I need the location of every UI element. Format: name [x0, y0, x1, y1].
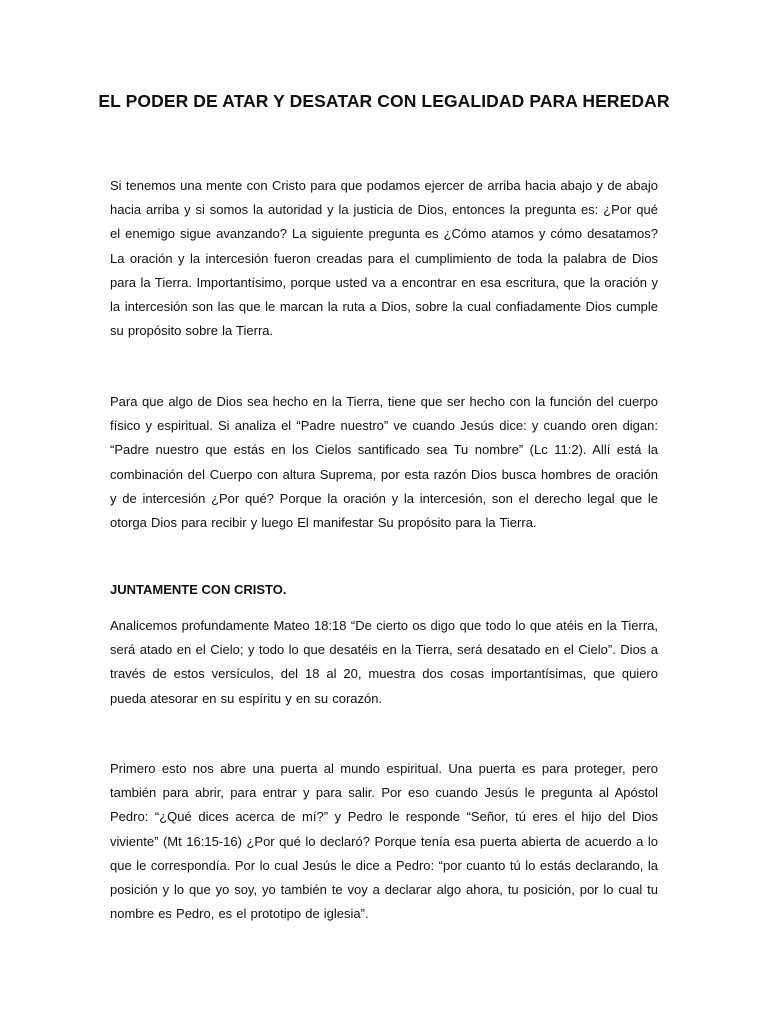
- paragraph-padre-nuestro: Para que algo de Dios sea hecho en la Tierra, tiene que ser hecho con la función del cuerpo físico y espiritual. Si analiza el “Padre nuestro” ve cuando Jesús dice: y cuando oren digan: “Padre nuestro que estás en los Cielos santificado sea Tu nombre” (Lc 11:2). Allí está la combinación del Cuerpo con altura Suprema, por esta razón Dios busca hombres de oración y de intercesión ¿Por qué? Porque la oración y la intercesión, son el derecho legal que le otorga Dios para recibir y luego El manifestar Su propósito para la Tierra.: [110, 394, 658, 531]
- paragraph-mateo: Analicemos profundamente Mateo 18:18 “De cierto os digo que todo lo que atéis en la Tierra, será atado en el Cielo; y todo lo que desatéis en la Tierra, será desatado en el Cielo”. Dios a través de estos versículos, del 18 al 20, muestra dos cosas importantísimas, que quiero pueda atesorar en su espíritu y en su corazón.: [110, 618, 658, 706]
- paragraph-puerta: Primero esto nos abre una puerta al mundo espiritual. Una puerta es para proteger, pero también para abrir, para entrar y para salir. Por eso cuando Jesús le pregunta al Apóstol Pedro: “¿Qué dices acerca de mí?” y Pedro le responde “Señor, tú eres el hijo del Dios viviente” (Mt 16:15-16) ¿Por qué lo declaró? Porque tenía esa puerta abierta de acuerdo a lo que le correspondía. Por lo cual Jesús le dice a Pedro: “por cuanto tú lo estás declarando, la posición y lo que yo soy, yo también te voy a declarar algo ahora, tu posición, por lo cual tu nombre es Pedro, es el prototipo de iglesia”.: [110, 761, 658, 922]
- document-title: EL PODER DE ATAR Y DESATAR CON LEGALIDAD PARA HEREDAR: [98, 91, 670, 111]
- section-heading: JUNTAMENTE CON CRISTO.: [110, 582, 287, 597]
- paragraph-intro: Si tenemos una mente con Cristo para que podamos ejercer de arriba hacia abajo y de abajo hacia arriba y si somos la autoridad y la justicia de Dios, entonces la pregunta es: ¿Por qué el enemigo sigue avanzando? La siguiente pregunta es ¿Cómo atamos y cómo desatamos? La oración y la intercesión fueron creadas para el cumplimiento de toda la palabra de Dios para la Tierra. Importantísimo, porque usted va a encontrar en esa escritura, que la oración y la intercesión son las que le marcan la ruta a Dios, sobre la cual confiadamente Dios cumple su propósito sobre la Tierra.: [110, 178, 658, 339]
